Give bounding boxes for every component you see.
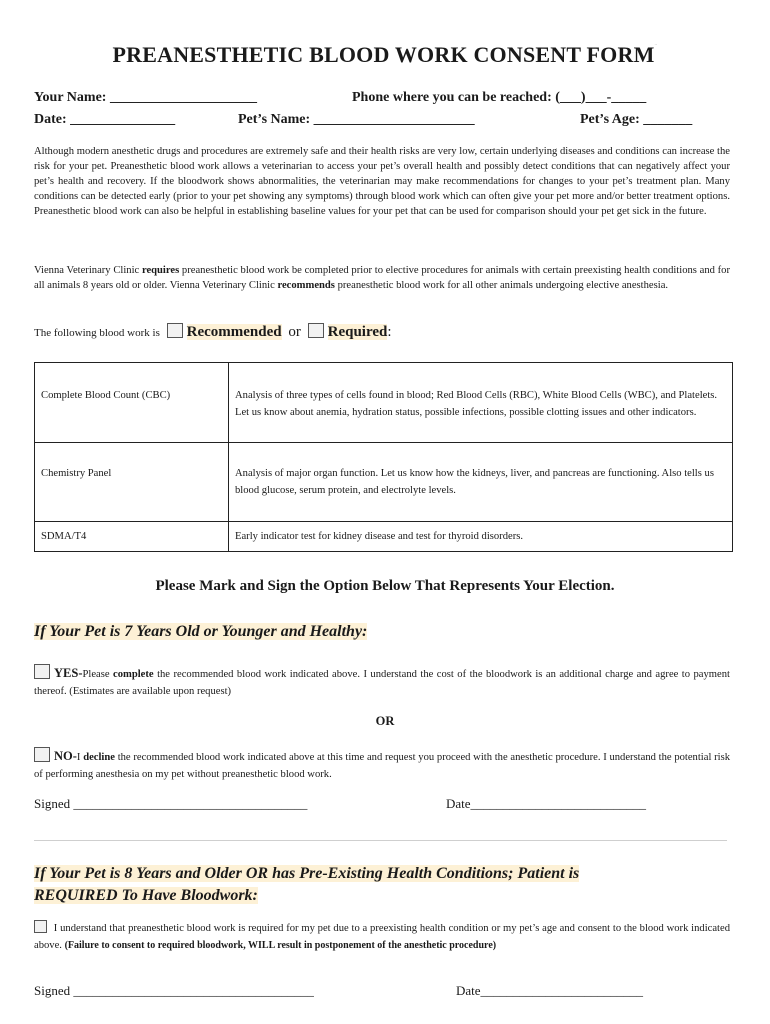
- test-name-cell: Chemistry Panel: [35, 443, 229, 522]
- yes-option: [34, 664, 730, 700]
- test-name-cell: SDMA/T4: [35, 522, 229, 552]
- recommended-label: Recommended: [186, 324, 282, 340]
- complete-text: complete: [113, 669, 154, 680]
- required-label: Required: [327, 324, 388, 340]
- clinic-text-3: preanesthetic blood work for all other animals undergoing elective anesthesia.: [334, 280, 669, 291]
- pet-name-blank[interactable]: _______________________: [313, 112, 475, 127]
- signed-label: Signed: [34, 796, 71, 811]
- date-field[interactable]: [34, 112, 175, 128]
- pet-age-blank[interactable]: _______: [643, 112, 693, 127]
- required-consent-checkbox[interactable]: [34, 920, 47, 933]
- form-title: PREANESTHETIC BLOOD WORK CONSENT FORM..: [112, 42, 658, 67]
- pet-age-field[interactable]: [580, 112, 692, 128]
- decline-text: decline: [83, 752, 115, 763]
- signed-label: Signed: [34, 983, 71, 998]
- date-blank[interactable]: ___________________________: [470, 796, 647, 811]
- date-blank[interactable]: _________________________: [480, 983, 644, 998]
- phone-label: Phone where you can be reached:: [352, 90, 552, 105]
- date-label: Date: [446, 796, 471, 811]
- date-blank[interactable]: _______________: [70, 112, 176, 127]
- yes-text-2: the recommended blood work indicated above. I understand the cost of the bloodwork is an additional charge and agree to payment thereof. (Estimates are available upon request): [34, 669, 730, 697]
- form-title-text: PREANESTHETIC BLOOD WORK CONSENT FORM: [112, 42, 655, 67]
- section2-signature-line[interactable]: [34, 983, 314, 999]
- yes-label: YES-: [54, 666, 83, 680]
- section1-heading: [34, 621, 367, 643]
- no-label: NO-: [54, 749, 77, 763]
- pet-name-field[interactable]: [238, 112, 475, 128]
- or-separator: OR: [375, 714, 395, 728]
- yes-text-1: Please: [82, 669, 114, 680]
- colon: :: [387, 324, 392, 340]
- test-description-cell: Early indicator test for kidney disease and test for thyroid disorders.: [229, 522, 733, 552]
- table-row: [35, 363, 733, 443]
- test-name-cell: Complete Blood Count (CBC): [35, 363, 229, 443]
- your-name-field[interactable]: [34, 90, 257, 106]
- section2-heading-line1: If Your Pet is 8 Years and Older OR has Pre-Existing Health Conditions; Patient is: [34, 865, 580, 882]
- section-divider: [34, 840, 727, 841]
- no-text-2: the recommended blood work indicated above at this time and request you proceed with the anesthetic procedure. I understand the potential risk of performing anesthesia on my pet without preanesthetic blood work.: [34, 752, 730, 780]
- test-description-cell: Analysis of major organ function. Let us know how the kidneys, liver, and pancreas are functioning. Also tells us blood glucose, serum protein, and electrolyte levels.: [229, 443, 733, 522]
- section2-heading-line2: REQUIRED To Have Bloodwork:: [34, 887, 258, 904]
- date-label: Date: [456, 983, 481, 998]
- no-checkbox[interactable]: [34, 747, 50, 762]
- phone-blank[interactable]: (___)___-_____: [555, 90, 647, 105]
- section1-heading-text: If Your Pet is 7 Years Old or Younger and Healthy:: [34, 623, 368, 640]
- or-label: or: [288, 324, 301, 340]
- phone-field[interactable]: [352, 90, 646, 106]
- bloodwork-prefix: The following blood work is: [34, 327, 160, 339]
- required-checkbox[interactable]: [308, 323, 324, 338]
- election-heading: Please Mark and Sign the Option Below That Represents Your Election.: [155, 578, 615, 594]
- your-name-label: Your Name:: [34, 90, 107, 105]
- signature-blank[interactable]: _____________________________________: [73, 983, 314, 998]
- bloodwork-table: [34, 362, 733, 552]
- your-name-blank[interactable]: _____________________: [109, 90, 257, 105]
- no-text-1: I: [76, 752, 84, 763]
- required-consent-text: I understand that preanesthetic blood work is required for my pet due to a preexisting health condition or my pet’s age and consent to the blood work indicated above.: [34, 923, 730, 951]
- clinic-policy-paragraph: [34, 263, 730, 293]
- test-description-cell: Analysis of three types of cells found in blood; Red Blood Cells (RBC), White Blood Cells (WBC), and Platelets. Let us know about anemia, hydration status, possible infections, possible clotting issues and other indicators.: [229, 363, 733, 443]
- table-row: [35, 443, 733, 522]
- section2-heading: [34, 863, 579, 907]
- section1-signature-line[interactable]: [34, 796, 307, 812]
- pet-age-label: Pet’s Age:: [580, 112, 640, 127]
- postponement-warning: (Failure to consent to required bloodwork, WILL result in postponement of the anesthetic procedure): [64, 940, 497, 951]
- clinic-text-2: preanesthetic blood work be completed prior to elective procedures for animals with certain preexisting health conditions and for all animals 8 years old or older. Vienna Veterinary Clinic: [34, 265, 730, 291]
- required-consent-option: [34, 920, 730, 954]
- requires-text: requires: [141, 265, 180, 276]
- no-option: [34, 747, 730, 783]
- table-row: [35, 522, 733, 552]
- recommends-text: recommends: [277, 280, 335, 291]
- section2-date-line[interactable]: [456, 983, 643, 999]
- intro-paragraph: Although modern anesthetic drugs and procedures are extremely safe and their health risks are very low, certain underlying diseases and conditions can increase the risk for your pet. Preanesthetic blood work allows a veterinarian to access your pet’s overall health and possibly detect conditions that can negatively affect your pet’s health and recovery. If the bloodwork shows abnormalities, the veterinarian may make recommendations for changes to your pet’s treatment plan. Many conditions can be detected early (prior to your pet showing any symptoms) through blood work which can often give your pet more and/or better treatment options. Preanesthetic blood work can also be helpful in establishing baseline values for your pet that can be used for comparison should your pet get sick in the future.: [34, 146, 730, 217]
- pet-name-label: Pet’s Name:: [238, 112, 311, 127]
- clinic-text-1: Vienna Veterinary Clinic: [34, 265, 142, 276]
- section1-date-line[interactable]: [446, 796, 646, 812]
- recommended-checkbox[interactable]: [167, 323, 183, 338]
- date-label: Date:: [34, 112, 67, 127]
- bloodwork-type-line: [34, 323, 392, 341]
- signature-blank[interactable]: ____________________________________: [73, 796, 308, 811]
- yes-checkbox[interactable]: [34, 664, 50, 679]
